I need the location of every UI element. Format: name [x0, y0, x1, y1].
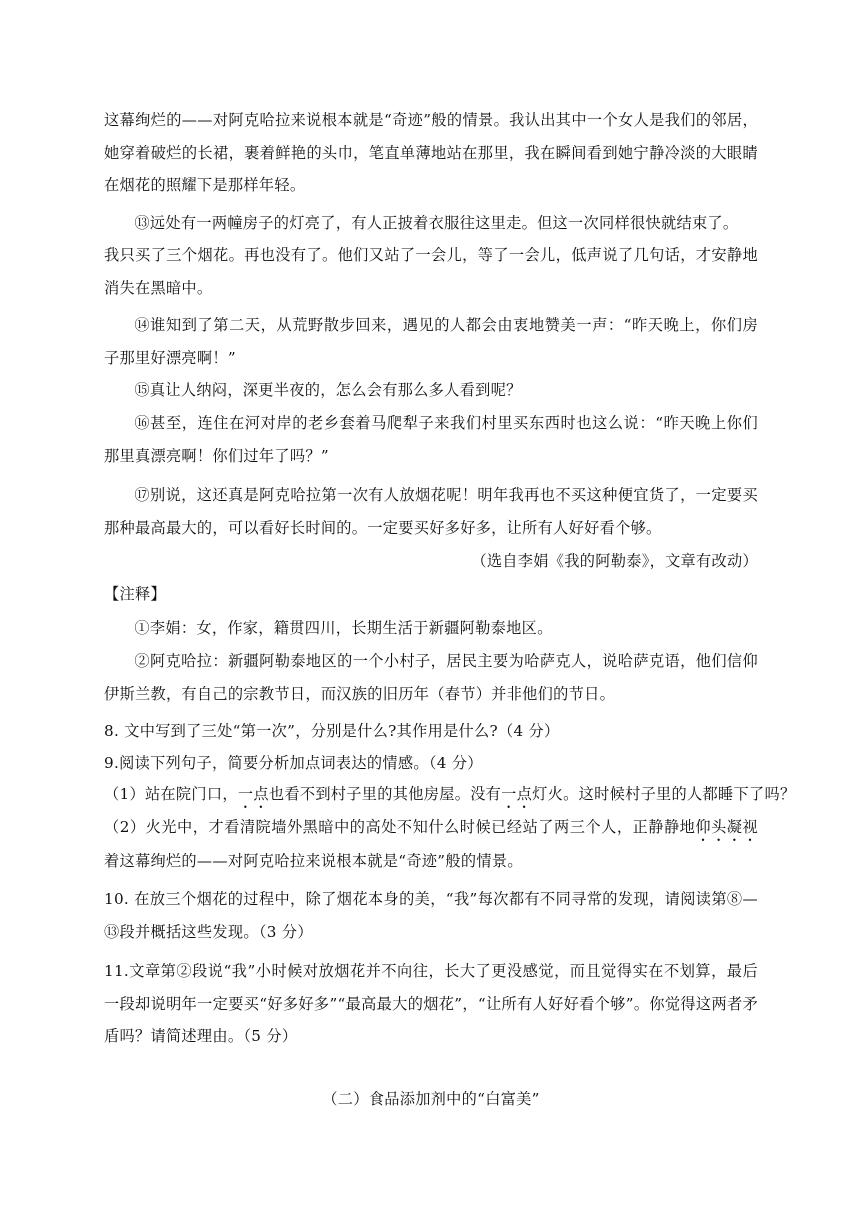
q9-2-dotted-word: 仰头凝视	[695, 818, 759, 836]
note-1: ①李娟：女，作家，籍贯四川，长期生活于新疆阿勒泰地区。	[134, 619, 553, 637]
story-paragraph-14: ⑭谁知到了第二天，从荒野散步回来，遇见的人都会由衷地赞美一声：“昨天晚上，你们房子那里好漂亮啊！”	[104, 316, 758, 367]
q9-1-text-c: 灯火。这时候村子里的人都睡下了吗？	[532, 785, 796, 803]
question-10: 10. 在放三个烟花的过程中，除了烟花本身的美，“我”每次都有不同寻常的发现，请阅读第⑧—⑬段并概括这些发现。（3 分）	[104, 890, 758, 941]
q9-1-dotted-word-1: 一点	[237, 785, 269, 803]
question-9-sentence-2	[104, 811, 758, 878]
q9-2-text-b: 着这幕绚烂的——对阿克哈拉来说根本就是“奇迹”般的情景。	[104, 852, 523, 870]
note-2: ②阿克哈拉：新疆阿勒泰地区的一个小村子，居民主要为哈萨克人，说哈萨克语，他们信仰伊斯兰教，有自己的宗教节日，而汉族的旧历年（春节）并非他们的节日。	[104, 652, 758, 703]
question-9: 9.阅读下列句子，简要分析加点词表达的情感。（4 分）	[104, 754, 483, 772]
notes-heading: 【注释】	[104, 585, 166, 603]
section-2-title: （二）食品添加剂中的“白富美”	[322, 1090, 540, 1108]
story-paragraph-15: ⑮真让人纳闷，深更半夜的，怎么会有那么多人看到呢？	[134, 381, 522, 399]
q9-1-dotted-word-2: 一点	[501, 785, 533, 803]
question-8: 8. 文中写到了三处“第一次”，分别是什么?其作用是什么?（4 分）	[104, 722, 560, 740]
question-11: 11.文章第②段说“我”小时候对放烟花并不向往，长大了更没感觉，而且觉得实在不划算，最后一段却说明年一定要买“好多好多”“最高最大的烟花”，“让所有人好好看个够”。你觉得这两者矛盾吗？请简述理由。（5 分）	[104, 962, 758, 1045]
story-paragraph-16: ⑯甚至，连住在河对岸的老乡套着马爬犁子来我们村里买东西时也这么说：“昨天晚上你们那里真漂亮啊！你们过年了吗？”	[104, 414, 758, 465]
q9-1-text-a: （1）站在院门口，	[104, 785, 238, 803]
story-paragraph-17: ⑰别说，这还真是阿克哈拉第一次有人放烟花呢！明年我再也不买这种便宜货了，一定要买那种最高最大的，可以看好长时间的。一定要买好多好多，让所有人好好看个够。	[104, 486, 758, 537]
story-paragraph-13-a: ⑬远处有一两幢房子的灯亮了，有人正披着衣服往这里走。但这一次同样很快就结束了。	[134, 214, 739, 232]
source-citation: （选自李娟《我的阿勒泰》，文章有改动）	[471, 552, 758, 570]
story-paragraph-12-tail: 这幕绚烂的——对阿克哈拉来说根本就是“奇迹”般的情景。我认出其中一个女人是我们的邻居，她穿着破烂的长裙，裹着鲜艳的头巾，笔直单薄地站在那里，我在瞬间看到她宁静冷淡的大眼睛在烟花的照耀下是那样年轻。	[104, 111, 758, 194]
story-paragraph-13-b: 我只买了三个烟花。再也没有了。他们又站了一会儿，等了一会儿，低声说了几句话，才安静地消失在黑暗中。	[104, 246, 758, 297]
question-9-sentence-1	[104, 784, 796, 812]
q9-2-text-a: （2）火光中，才看清院墙外黑暗中的高处不知什么时候已经站了两三个人，正静静地	[104, 818, 696, 836]
q9-1-text-b: 也看不到村子里的其他房屋。没有	[268, 785, 502, 803]
